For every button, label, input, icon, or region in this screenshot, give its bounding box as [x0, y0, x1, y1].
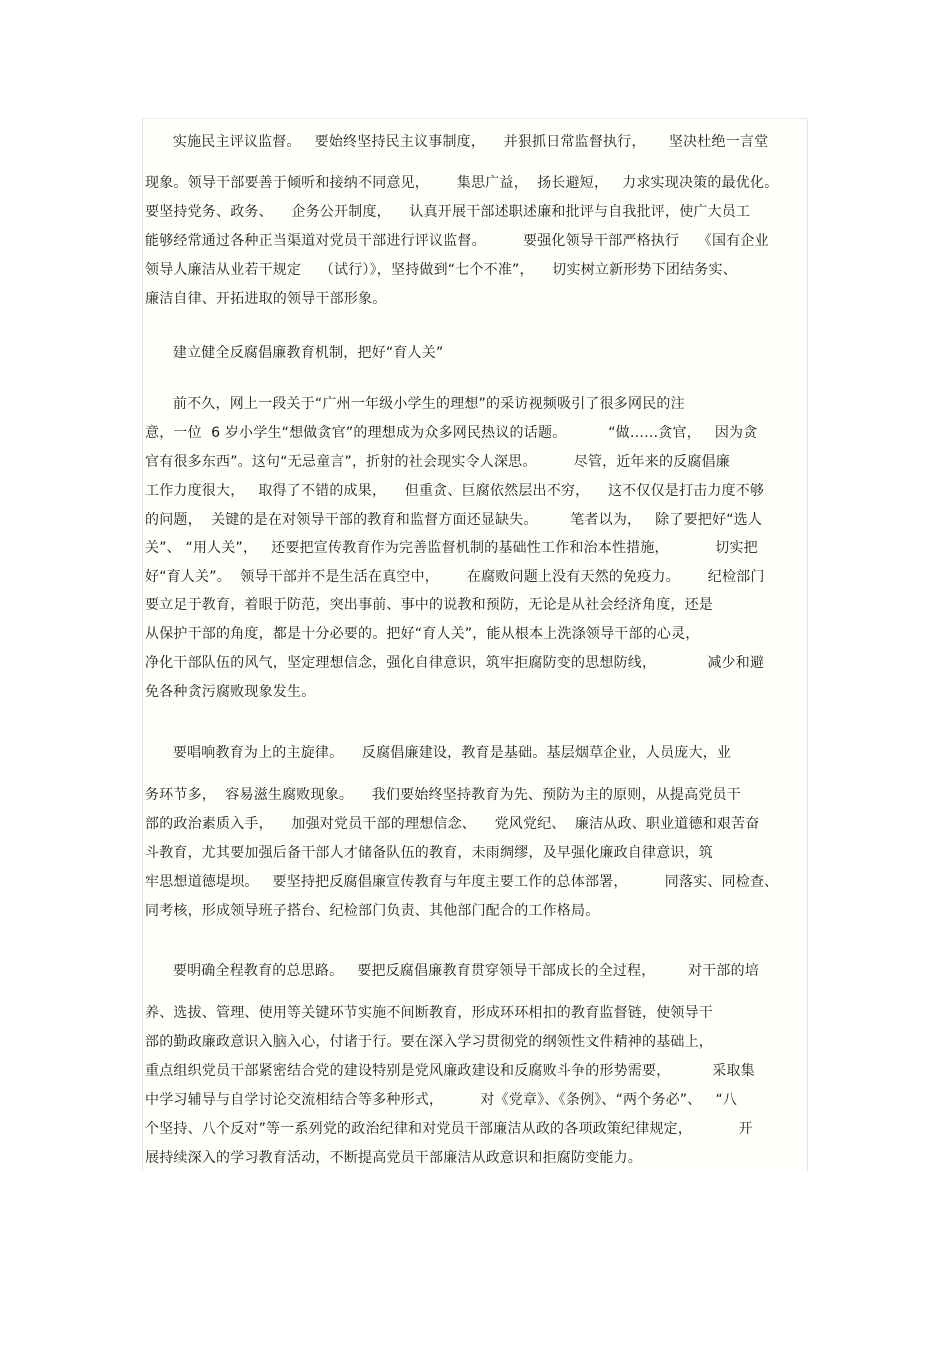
text-line: 净化干部队伍的风气，坚定理想信念，强化自律意识，筑牢拒腐防变的思想防线， 减少和避	[145, 655, 765, 671]
text-line: 展持续深入的学习教育活动，不断提高党员干部廉洁从政意识和拒腐防变能力。	[145, 1150, 642, 1166]
text-line: 要立足于教育，着眼于防范，突出事前、事中的说教和预防，无论是从社会经济角度，还是	[145, 597, 713, 613]
text-line: 个坚持、八个反对”等一系列党的政治纪律和对党员干部廉洁从政的各项政策纪律规定， 开	[145, 1121, 753, 1137]
text-line: 斗教育，尤其要加强后备干部人才储备队伍的教育，未雨绸缪，及早强化廉政自律意识，筑	[145, 845, 713, 861]
text-line: 好“育人关”。 领导干部并不是生活在真空中， 在腐败问题上没有天然的免疫力。 纪检部门	[145, 569, 765, 585]
text-line: 廉洁自律、开拓进取的领导干部形象。	[145, 291, 387, 307]
text-line: 重点组织党员干部紧密结合党的建设特别是党风廉政建设和反腐败斗争的形势需要， 采取集	[145, 1063, 755, 1079]
text-line: 实施民主评议监督。 要始终坚持民主议事制度， 并狠抓日常监督执行， 坚决杜绝一言堂	[145, 134, 769, 150]
text-line: 工作力度很大， 取得了不错的成果， 但重贪、巨腐依然层出不穷， 这不仅仅是打击力度不够	[145, 483, 765, 499]
text-line: 要唱响教育为上的主旋律。 反腐倡廉建设，教育是基础。基层烟草企业，人员庞大，业	[145, 745, 732, 761]
text-line: 同考核，形成领导班子搭台、纪检部门负责、其他部门配合的工作格局。	[145, 903, 600, 919]
text-line: 免各种贪污腐败现象发生。	[145, 684, 316, 700]
text-line: 要明确全程教育的总思路。 要把反腐倡廉教育贯穿领导干部成长的全过程， 对干部的培	[145, 963, 760, 979]
text-line: 中学习辅导与自学讨论交流相结合等多种形式， 对《党章》、《条例》、“两个务必”、 “八	[145, 1092, 738, 1108]
text-line: 现象。领导干部要善于倾听和接纳不同意见， 集思广益， 扬长避短， 力求实现决策的最优化。	[145, 175, 779, 191]
text-line: 领导人廉洁从业若干规定 （试行）》，坚持做到“七个不准”， 切实树立新形势下团结务实、	[145, 262, 737, 278]
section-heading: 建立健全反腐倡廉教育机制，把好“育人关”	[145, 345, 444, 361]
text-line: 从保护干部的角度，都是十分必要的。把好“育人关”，能从根本上洗涤领导干部的心灵，	[145, 626, 700, 642]
text-line: 部的政治素质入手， 加强对党员干部的理想信念、 党风党纪、 廉洁从政、职业道德和艰苦奋	[145, 816, 760, 832]
text-line: 意，一位 6 岁小学生“想做贪官”的理想成为众多网民热议的话题。 “做……贪官， 因为贪	[145, 425, 758, 441]
text-line: 牢思想道德堤坝。 要坚持把反腐倡廉宣传教育与年度主要工作的总体部署， 同落实、同检查、	[145, 874, 779, 890]
text-line: 官有很多东西”。这句“无忌童言”，折射的社会现实令人深思。 尽管，近年来的反腐倡廉	[145, 454, 730, 470]
text-line: 的问题， 关键的是在对领导干部的教育和监督方面还显缺失。 笔者以为， 除了要把好“选人	[145, 512, 763, 528]
text-line: 关”、 “用人关”， 还要把宣传教育作为完善监督机制的基础性工作和治本性措施， 切实把	[145, 540, 758, 556]
text-line: 务环节多， 容易滋生腐败现象。 我们要始终坚持教育为先、预防为主的原则，从提高党员干	[145, 787, 741, 803]
text-line: 养、选拔、管理、使用等关键环节实施不间断教育，形成环环相扣的教育监督链，使领导干	[145, 1005, 713, 1021]
text-line: 要坚持党务、政务、 企务公开制度， 认真开展干部述职述廉和批评与自我批评，使广大员工	[145, 204, 751, 220]
text-line: 能够经常通过各种正当渠道对党员干部进行评议监督。 要强化领导干部严格执行 《国有企业	[145, 233, 769, 249]
text-line: 部的勤政廉政意识入脑入心，付诸于行。要在深入学习贯彻党的纲领性文件精神的基础上，	[145, 1034, 713, 1050]
text-line: 前不久，网上一段关于“广州一年级小学生的理想”的采访视频吸引了很多网民的注	[145, 396, 685, 412]
